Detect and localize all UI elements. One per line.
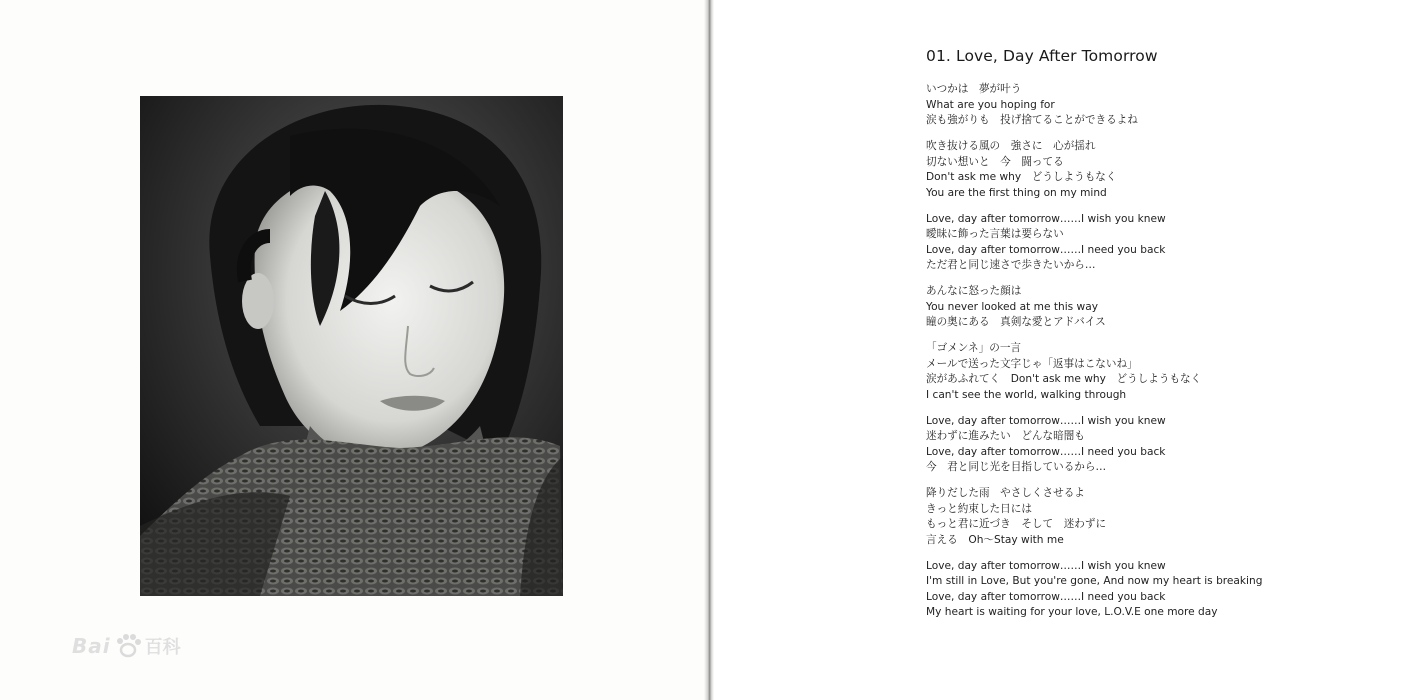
lyric-line: 「ゴメンネ」の一言 bbox=[926, 342, 1022, 354]
watermark-text: Bai bbox=[72, 634, 111, 658]
lyric-line: 涙も強がりも 投げ捨てることができるよね bbox=[926, 114, 1138, 126]
lyrics-stanza bbox=[926, 212, 1386, 274]
lyric-line: What are you hoping for bbox=[926, 98, 1055, 111]
lyrics-stanza bbox=[926, 82, 1386, 129]
lyrics-stanza bbox=[926, 559, 1386, 621]
lyric-line: きっと約束した日には bbox=[926, 502, 1032, 515]
lyric-line: 今 君と同じ光を目指しているから… bbox=[926, 461, 1107, 473]
lyric-line: ただ君と同じ速さで歩きたいから… bbox=[926, 259, 1096, 271]
lyric-line: 言える Oh～Stay with me bbox=[926, 533, 1064, 546]
lyrics-block bbox=[926, 82, 1386, 631]
lyric-line: メールで送った文字じゃ「返事はこないね」 bbox=[926, 357, 1138, 370]
watermark-text-2: 百科 bbox=[144, 637, 181, 658]
lyric-line: You are the first thing on my mind bbox=[926, 186, 1107, 199]
lyric-line: 瞳の奥にある 真剣な愛とアドバイス bbox=[926, 316, 1106, 328]
lyric-line: 吹き抜ける風の 強さに 心が揺れ bbox=[926, 140, 1096, 152]
lyric-line: 迷わずに進みたい どんな暗闇も bbox=[926, 430, 1085, 442]
lyric-line: Love, day after tomorrow……I need you back bbox=[926, 243, 1166, 256]
lyric-line: Love, day after tomorrow……I need you back bbox=[926, 590, 1166, 603]
lyrics-stanza bbox=[926, 284, 1386, 331]
paw-icon bbox=[113, 631, 143, 661]
lyric-line: いつかは 夢が叶う bbox=[926, 83, 1022, 95]
lyrics-stanza bbox=[926, 414, 1386, 476]
lyric-line: You never looked at me this way bbox=[926, 300, 1098, 313]
lyric-line: I can't see the world, walking through bbox=[926, 388, 1127, 401]
lyric-line: Love, day after tomorrow……I wish you knew bbox=[926, 212, 1166, 225]
baidu-watermark bbox=[72, 624, 181, 668]
right-page bbox=[714, 0, 1408, 700]
lyric-line: Don't ask me why どうしようもなく bbox=[926, 171, 1117, 183]
lyric-line: Love, day after tomorrow……I wish you knew bbox=[926, 559, 1166, 572]
book-spine bbox=[704, 0, 714, 700]
lyrics-stanza bbox=[926, 341, 1386, 403]
song-title: 01. Love, Day After Tomorrow bbox=[926, 47, 1158, 65]
portrait-photo bbox=[140, 96, 563, 596]
lyric-line: I'm still in Love, But you're gone, And now my heart is breaking bbox=[926, 575, 1263, 587]
lyric-line: Love, day after tomorrow……I need you back bbox=[926, 445, 1166, 458]
lyric-line: 曖昧に飾った言葉は要らない bbox=[926, 228, 1064, 240]
lyric-line: あんなに怒った顔は bbox=[926, 285, 1022, 297]
lyrics-stanza bbox=[926, 486, 1386, 548]
lyric-line: Love, day after tomorrow……I wish you knew bbox=[926, 414, 1166, 427]
portrait-photo-icon bbox=[140, 96, 563, 596]
lyric-line: 降りだした雨 やさしくさせるよ bbox=[926, 487, 1085, 499]
lyric-line: もっと君に近づき そして 迷わずに bbox=[926, 518, 1107, 530]
lyric-line: My heart is waiting for your love, L.O.V.E one more day bbox=[926, 606, 1218, 618]
lyric-line: 切ない想いと 今 闘ってる bbox=[926, 155, 1064, 168]
lyric-line: 涙があふれてく Don't ask me why どうしようもなく bbox=[926, 373, 1202, 385]
lyrics-stanza bbox=[926, 139, 1386, 201]
